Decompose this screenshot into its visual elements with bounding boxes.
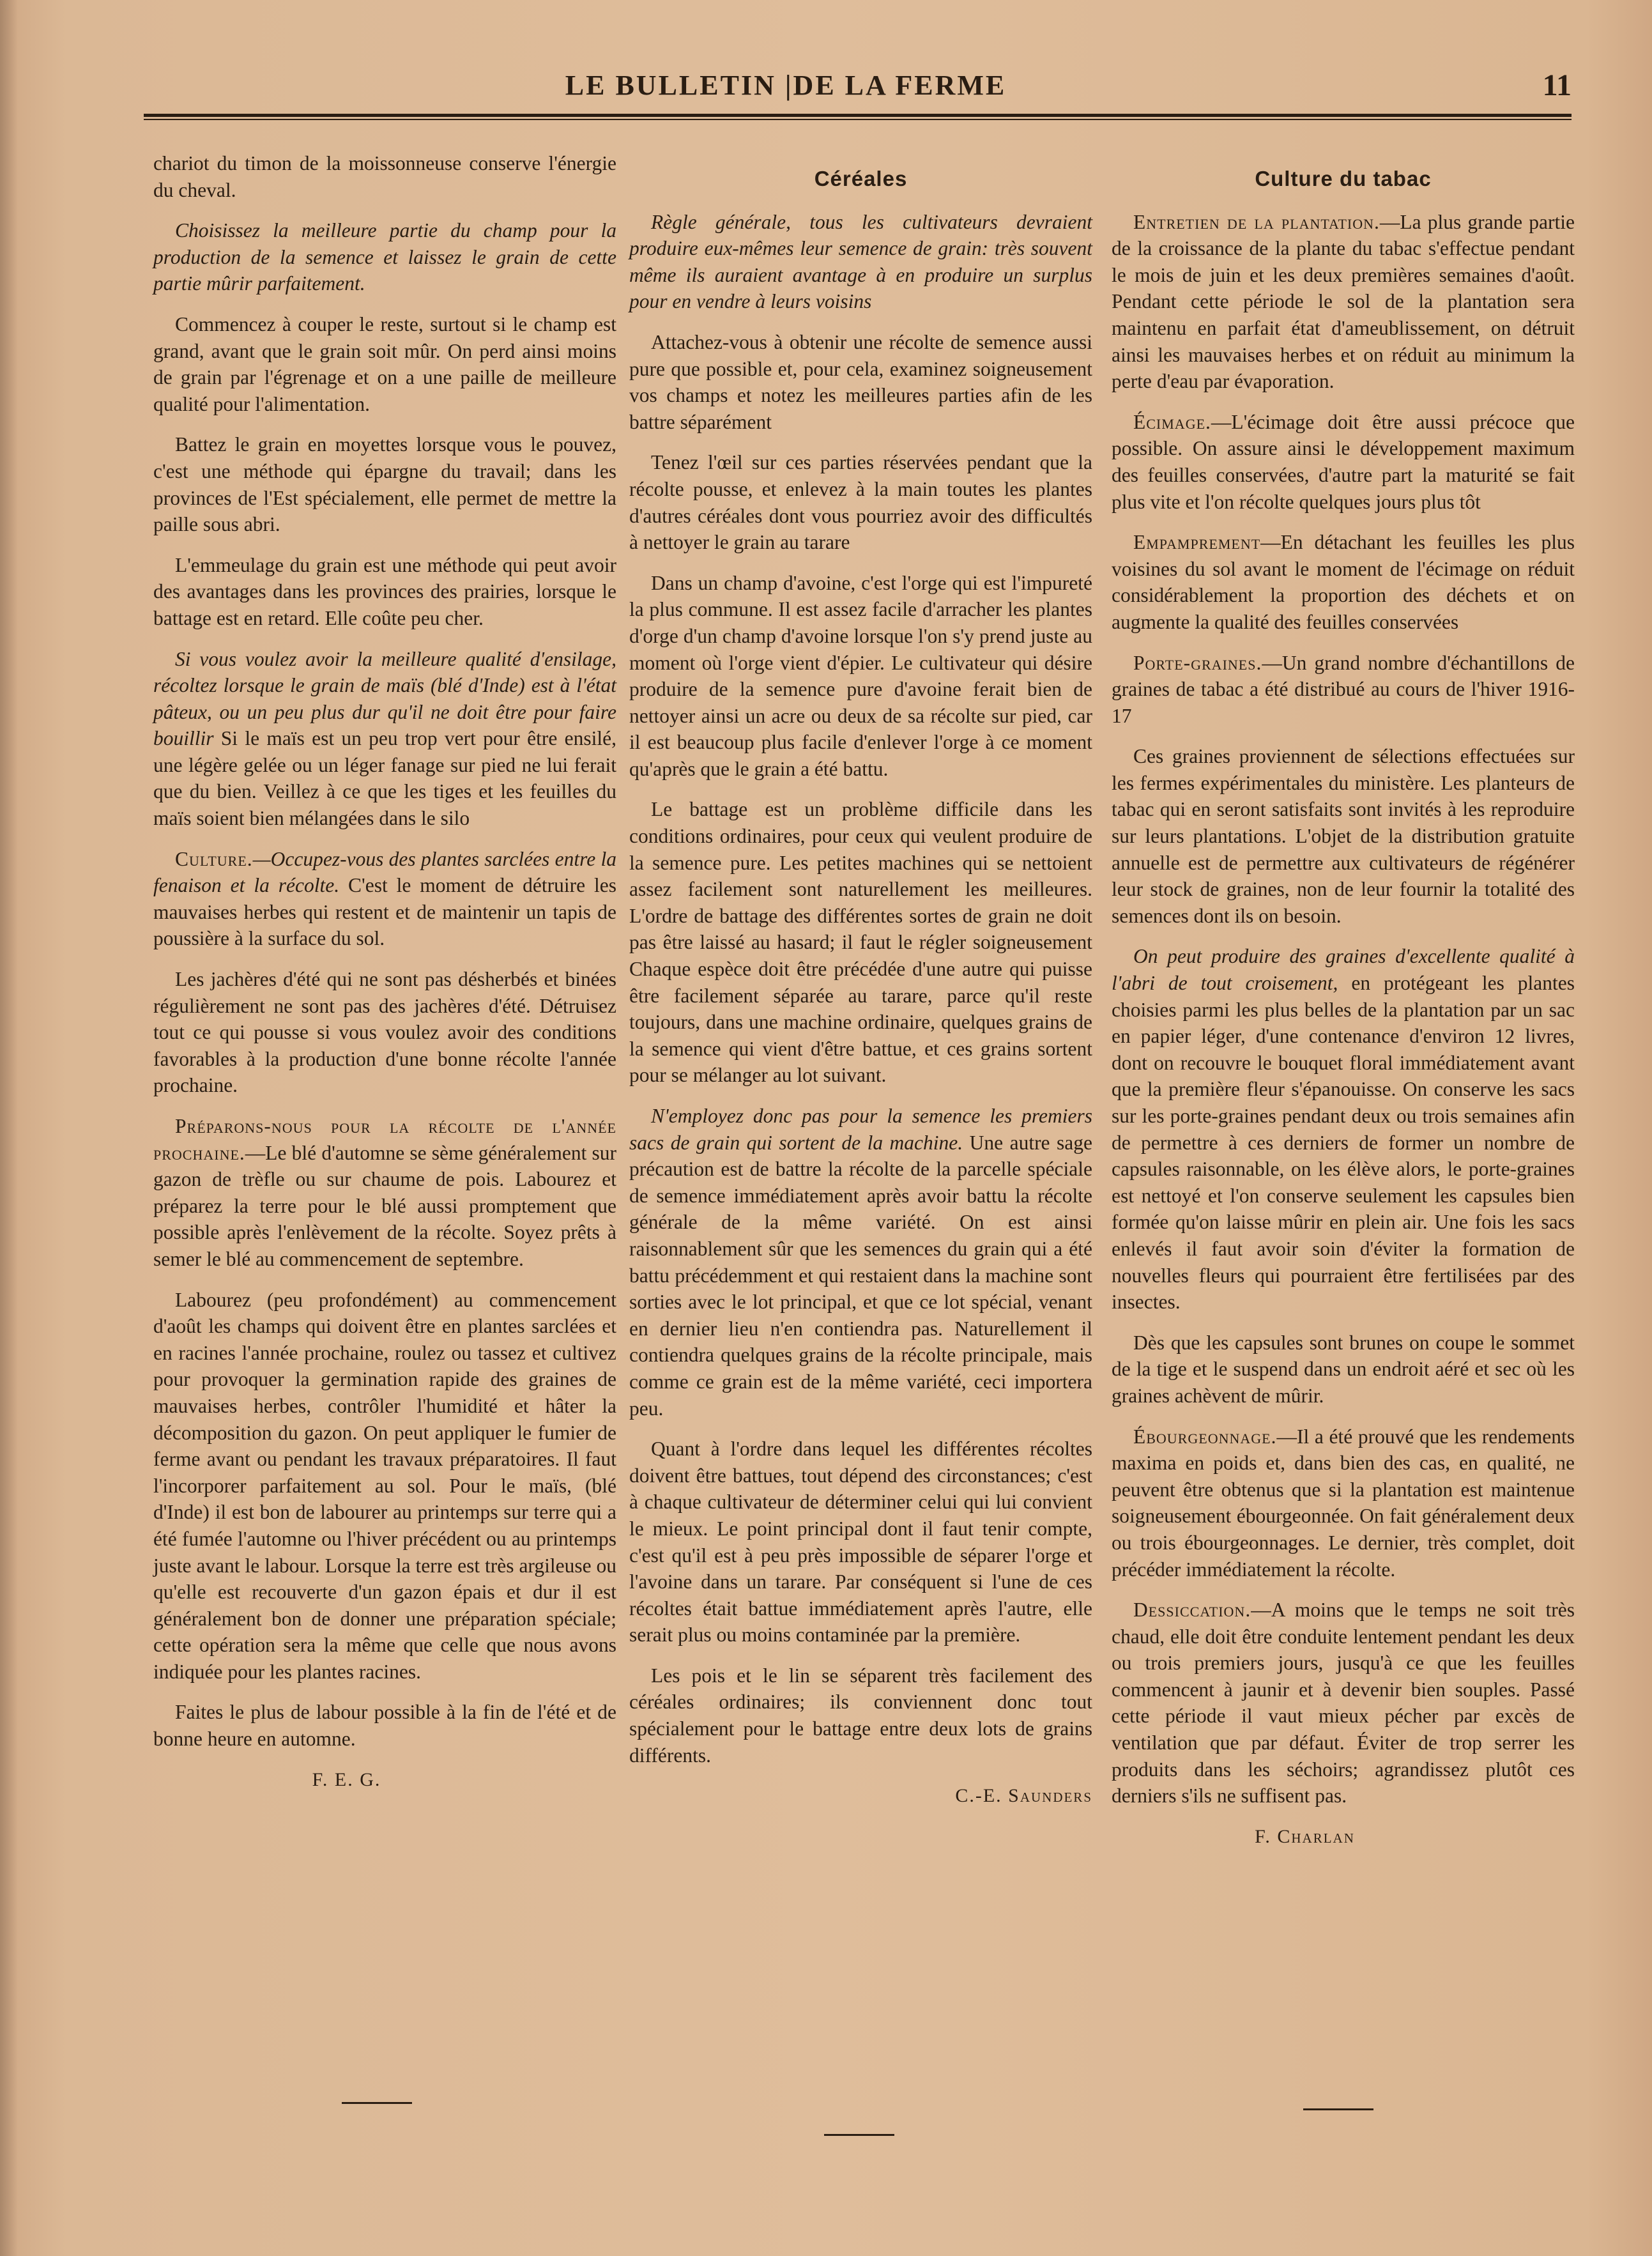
paragraph bbox=[1112, 943, 1575, 1315]
paragraph bbox=[1112, 1597, 1575, 1809]
article-heading: Culture du tabac bbox=[1255, 167, 1432, 190]
paragraph-text: —L'écimage doit être aussi précoce que possible. On assure ainsi le développement maximum des feuilles conservées, d'autre part la maturité se fait plus vite et l'on récolte quelques jours plus tôt bbox=[1112, 410, 1575, 513]
paragraph: Les pois et le lin se séparent très facilement des céréales ordinaires; ils conviennent donc tout spécialement pour le battage entre deux lots de grains différents. bbox=[629, 1664, 1092, 1767]
italic-lead: On peut produire des graines d'excellente qualité à l'abri de tout croisement, bbox=[1112, 945, 1575, 995]
signature: F. E. G. bbox=[312, 1769, 381, 1790]
section-label: Empamprement bbox=[1133, 531, 1261, 554]
paragraph: Labourez (peu profondément) au commencement d'août les champs qui doivent être en plantes sarclées et en racines l'année prochaine, roulez ou tassez et cultivez pour provoquer la germination rapide des graines de mauvaises herbes, contrôler l'humidité et hâter la décomposition du gazon. On peut appliquer le fumier de ferme avant ou pendant les travaux préparatoires. Il faut l'incorporer parfaitement au sol. Pour le maïs, (blé d'Inde) il est bon de labourer au printemps sur terre qui a été fumée l'automne ou l'hiver précédent ou au printemps juste avant le labour. Lorsque la terre est très argileuse ou qu'elle est recouverte d'un gazon épais et dur il est généralement bon de donner une préparation spéciale; cette opération sera la même que celle que nous avons indiquée pour les plantes racines. bbox=[153, 1288, 616, 1683]
paragraph: Les jachères d'été qui ne sont pas désherbés et binées régulièrement ne sont pas des jachères d'été. Détruisez tout ce qui pousse si vous voulez avoir des conditions favorables à la production d'une bonne récolte l'année prochaine. bbox=[153, 968, 616, 1097]
paragraph: Battez le grain en moyettes lorsque vous le pouvez, c'est une méthode qui épargne du travail; dans les provinces de l'Est spécialement, elle permet de mettre la paille sous abri. bbox=[153, 433, 616, 536]
paragraph: Faites le plus de labour possible à la fin de l'été et de bonne heure en automne. bbox=[153, 1701, 616, 1751]
paragraph bbox=[153, 646, 616, 832]
paragraph bbox=[1112, 650, 1575, 730]
article-heading: Céréales bbox=[814, 167, 908, 190]
paragraph: Quant à l'ordre dans lequel les différentes récoltes doivent être battues, tout dépend des circonstances; c'est à chaque cultivateur de déterminer celui qui lui convient le mieux. Le point principal dont il faut tenir compte, c'est qu'il est à peu près impossible de séparer l'orge et l'avoine dans un tarare. Par conséquent si l'une de ces récoltes était battue immédiatement après l'autre, elle serait plus ou moins contaminée par la première. bbox=[629, 1438, 1092, 1646]
paragraph-text: en protégeant les plantes choisies parmi les plus belles de la plantation par un sac en papier léger, d'une contenance d'environ 12 livres, dont on recouvre le bouquet floral immédiatement avant que la première fleur s'épanouisse. On conserve les sacs sur les porte-graines pendant deux ou trois semaines afin de permettre à ces derniers de former un nombre de capsules raisonnable, on les élève alors, le porte-graines est nettoyé et l'on conserve seulement les capsules bien formée qu'on laisse mûrir en plein air. Une fois les sacs enlevés il faut avoir soin d'éviter la formation de nouvelles fleurs qui pourraient être fertilisées par des insectes. bbox=[1112, 972, 1575, 1314]
end-rule bbox=[824, 2134, 894, 2136]
paragraph-text: —Un grand nombre d'échantillons de graines de tabac a été distribué au cours de l'hiver 1916-17 bbox=[1112, 651, 1575, 727]
paragraph bbox=[629, 1103, 1092, 1422]
paragraph: Commencez à couper le reste, surtout si le champ est grand, avant que le grain soit mûr. On perd ainsi moins de grain par l'égrenage et on a une paille de meilleure qualité pour l'alimentation. bbox=[153, 312, 616, 415]
paragraph bbox=[1112, 409, 1575, 515]
paragraph-text: —La plus grande partie de la croissance de la plante du tabac s'effectue pendant le mois de juin et les deux premières semaines d'août. Pendant cette période le sol de la plantation sera maintenu en parfait état d'ameublissement, on détruit ainsi les mauvaises herbes et on réduit au minimum la perte d'eau par évaporation. bbox=[1112, 210, 1575, 393]
paragraph bbox=[1112, 529, 1575, 635]
signature: C.-E. Saunders bbox=[955, 1785, 1092, 1807]
paragraph bbox=[1112, 209, 1575, 395]
italic-lead: N'employez donc pas pour la semence les premiers sacs de grain qui sortent de la machine. bbox=[629, 1105, 1092, 1154]
paragraph: L'emmeulage du grain est une méthode qui peut avoir des avantages dans les provinces des prairies, lorsque le battage est en retard. Elle coûte peu cher. bbox=[153, 553, 616, 629]
paragraph bbox=[153, 846, 616, 952]
paragraph: Tenez l'œil sur ces parties réservées pendant que la récolte pousse, et enlevez à la main toutes les plantes d'autres céréales dont vous pourriez avoir des difficultés à nettoyer le grain au tarare bbox=[629, 451, 1092, 554]
paragraph-text: Une autre sage précaution est de battre la récolte de la parcelle spéciale de semence immédiatement après avoir battu la récolte générale de la même variété. On est ainsi raisonnablement sûr que les semences du grain qui a été battu précédemment et qui restaient dans la machine sont sorties avec le lot principal, et que ce lot spécial, venant en dernier lieu n'en contiendra pas. Naturellement il contiendra quelques grains de la récolte principale, mais comme ce grain est de la même variété, ceci importera peu. bbox=[629, 1131, 1092, 1420]
page-fold-shadow bbox=[0, 0, 18, 2256]
section-label: Entretien de la plantation. bbox=[1133, 210, 1380, 233]
paragraph-text: —En détachant les feuilles les plus voisines du sol avant le moment de l'écimage on réduit considérablement la proportion des déchets et on augmente la qualité des feuilles conservées bbox=[1112, 531, 1575, 633]
paragraph-text: —A moins que le temps ne soit très chaud, elle doit être conduite lentement pendant les deux ou trois premiers jours, jusqu'à ce que les feuilles commencent à jaunir et à devenir bien souples. Passé cette période il vaut mieux pécher par excès de ventilation que par défaut. Éviter de trop serrer les produits dans les séchoirs; agrandissez plutôt ces derniers s'ils ne suffisent pas. bbox=[1112, 1599, 1575, 1807]
paragraph-text: —Il a été prouvé que les rendements maxima en poids et, dans bien des cas, en qualité, ne peuvent être obtenus que si la plantation est maintenue soigneusement ébourgeonnée. On fait généralement deux ou trois ébourgeonnages. Le dernier, très complet, doit précéder immédiatement la récolte. bbox=[1112, 1425, 1575, 1581]
paragraph-text: —Le blé d'automne se sème généralement sur gazon de trèfle ou sur chaume de pois. Labourez et préparez la terre pour le blé aussi promptement que possible après l'enlèvement de la récolte. Soyez prêts à semer le blé au commencement de septembre. bbox=[153, 1141, 616, 1270]
column-2 bbox=[629, 150, 1092, 1809]
paragraph: chariot du timon de la moissonneuse conserve l'énergie du cheval. bbox=[153, 152, 616, 201]
paragraph: Le battage est un problème difficile dans les conditions ordinaires, pour ceux qui veulent produire de la semence pure. Les petites machines qui se nettoient assez facilement sont naturellement les meilleures. L'ordre de battage des différentes sortes de grain ne doit pas être laissé au hasard; il faut le régler soigneusement Chaque espèce doit être précédée d'une autre qui puisse être facilement séparée au tarare, parce qu'il reste toujours, dans une machine ordinaire, quelques grains de la semence qui vient d'être battue, et ces grains sortent pour se mélanger au lot suivant. bbox=[629, 798, 1092, 1087]
paragraph: Attachez-vous à obtenir une récolte de semence aussi pure que possible et, pour cela, examinez soigneusement vos champs et notez les meilleures parties afin de les battre séparément bbox=[629, 330, 1092, 433]
section-label: Culture. bbox=[175, 847, 253, 870]
italic-lead: —Occupez-vous des plantes sarclées entre la fenaison et la récolte. bbox=[153, 847, 616, 897]
paragraph bbox=[153, 1113, 616, 1273]
signature: F. Charlan bbox=[1255, 1825, 1355, 1847]
column-3 bbox=[1112, 150, 1575, 1850]
paragraph bbox=[1112, 1423, 1575, 1583]
page-number: 11 bbox=[1542, 68, 1572, 102]
section-label: Porte-graines. bbox=[1133, 651, 1262, 674]
paragraph: Règle générale, tous les cultivateurs devraient produire eux-mêmes leur semence de grain: très souvent même ils auraient avantage à en produire un surplus pour en vendre à leurs voisins bbox=[629, 210, 1092, 313]
section-label: Dessiccation. bbox=[1133, 1599, 1251, 1622]
end-rule bbox=[1303, 2108, 1373, 2110]
paragraph: Ces graines proviennent de sélections effectuées sur les fermes expérimentales du ministère. Les planteurs de tabac qui en seront satisfaits sont invités à les reproduire sur leurs plantations. L'objet de la distribution gratuite annuelle est de permettre aux cultivateurs de régénérer leur stock de graines, non de leur fournir la totalité des semences dont ils on besoin. bbox=[1112, 745, 1575, 927]
header-rule bbox=[144, 114, 1572, 120]
page-header bbox=[147, 64, 1572, 109]
paragraph: Choisissez la meilleure partie du champ pour la production de la semence et laissez le grain de cette partie mûrir parfaitement. bbox=[153, 219, 616, 295]
section-label: Ébourgeonnage. bbox=[1133, 1425, 1277, 1448]
paragraph-text: C'est le moment de détruire les mauvaises herbes qui restent et de maintenir un tapis de poussière à la surface du sol. bbox=[153, 874, 616, 950]
paragraph: Dès que les capsules sont brunes on coupe le sommet de la tige et le suspend dans un endroit aéré et sec où les graines achèvent de mûrir. bbox=[1112, 1331, 1575, 1407]
section-label: Écimage. bbox=[1133, 410, 1211, 433]
paragraph: Dans un champ d'avoine, c'est l'orge qui est l'impureté la plus commune. Il est assez facile d'arracher les plantes d'orge d'un champ d'avoine lorsque l'on s'y prend juste au moment où l'orge vient d'épier. Le cultivateur qui désire produire de la semence pure d'avoine ferait bien de nettoyer ainsi un acre ou deux de sa récolte sur pied, car il est beaucoup plus facile d'enlever l'orge à ce moment qu'après que le grain a été battu. bbox=[629, 571, 1092, 780]
column-1 bbox=[153, 150, 616, 1793]
section-label: Préparons-nous pour la récolte de l'année prochaine. bbox=[153, 1115, 616, 1164]
italic-lead: Si vous voulez avoir la meilleure qualité d'ensilage, récoltez lorsque le grain de maïs (blé d'Inde) est à l'état pâteux, ou un peu plus dur qu'il ne doit être pour faire bouillir bbox=[153, 647, 616, 750]
paragraph-text: Si le maïs est un peu trop vert pour être ensilé, une légère gelée ou un léger fanage sur pied ne lui ferait que du bien. Veillez à ce que les tiges et les feuilles du maïs soient bien mélangées dans le silo bbox=[153, 727, 616, 830]
end-rule bbox=[342, 2102, 412, 2104]
running-title: LE BULLETIN |DE LA FERME bbox=[565, 70, 1007, 101]
